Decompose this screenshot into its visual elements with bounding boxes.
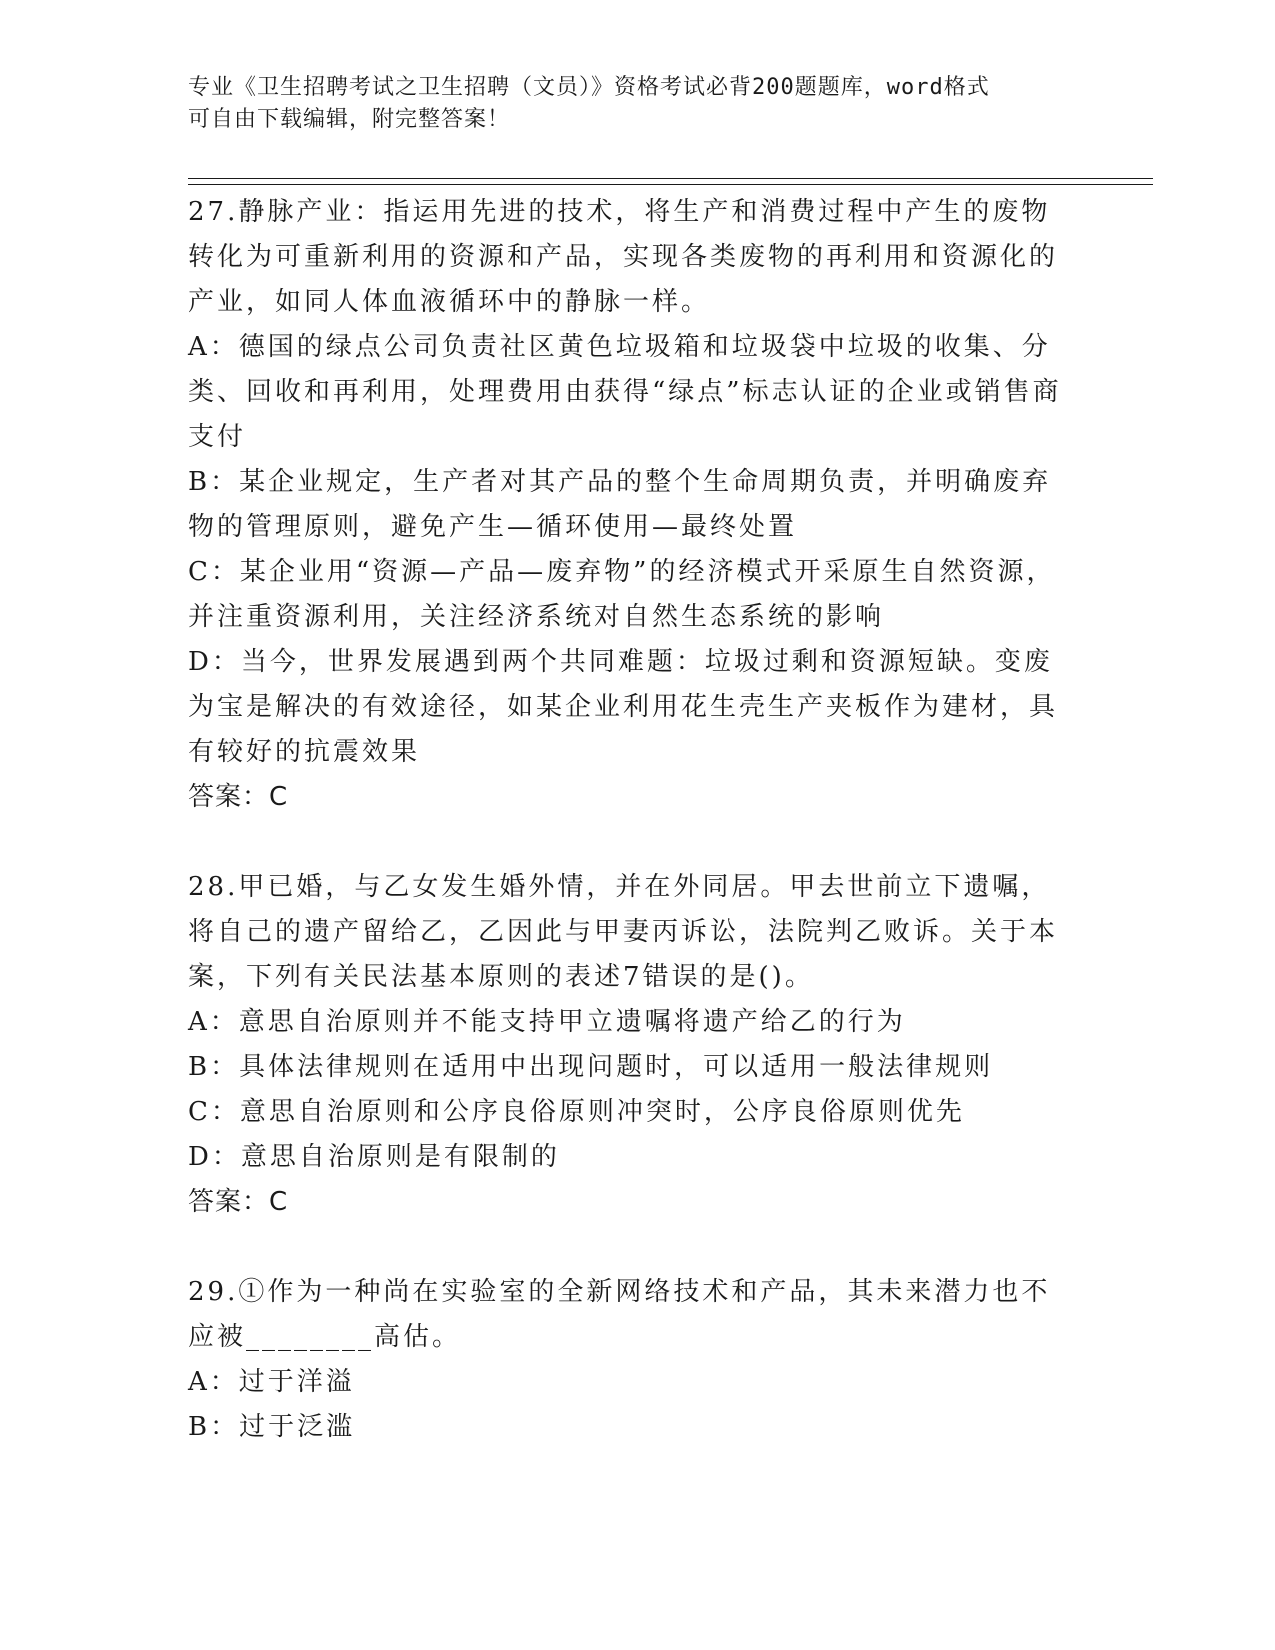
header-divider-bottom — [188, 184, 1153, 185]
option-a: A：过于洋溢 — [188, 1367, 355, 1397]
question-list — [188, 190, 1068, 1450]
answer: 答案：C — [188, 1187, 289, 1217]
header-divider-top — [188, 178, 1153, 179]
question-text: 28.甲已婚，与乙女发生婚外情，并在外同居。甲去世前立下遗嘱，将自己的遗产留给乙，乙因此与甲妻丙诉讼，法院判乙败诉。关于本案，下列有关民法基本原则的表述7错误的是()。 — [188, 872, 1059, 992]
option-d: D：当今，世界发展遇到两个共同难题：垃圾过剩和资源短缺。变废为宝是解决的有效途径，如某企业利用花生壳生产夹板作为建材，具有较好的抗震效果 — [188, 647, 1059, 767]
option-b: B：具体法律规则在适用中出现问题时，可以适用一般法律规则 — [188, 1052, 994, 1082]
document-header — [188, 72, 1068, 136]
question-text: 27.静脉产业：指运用先进的技术，将生产和消费过程中产生的废物转化为可重新利用的资源和产品，实现各类废物的再利用和资源化的产业，如同人体血液循环中的静脉一样。 — [188, 197, 1059, 317]
question-28 — [188, 865, 1068, 1225]
question-29 — [188, 1270, 1068, 1450]
question-text: 29.①作为一种尚在实验室的全新网络技术和产品，其未来潜力也不应被________高估。 — [188, 1277, 1051, 1352]
header-line-2: 可自由下载编辑，附完整答案！ — [188, 107, 511, 132]
option-a: A：德国的绿点公司负责社区黄色垃圾箱和垃圾袋中垃圾的收集、分类、回收和再利用，处理费用由获得“绿点”标志认证的企业或销售商支付 — [188, 332, 1062, 452]
header-line-1: 专业《卫生招聘考试之卫生招聘（文员）》资格考试必背200题题库，word格式 — [188, 75, 990, 100]
question-27 — [188, 190, 1068, 820]
option-b: B：过于泛滥 — [188, 1412, 356, 1442]
option-b: B：某企业规定，生产者对其产品的整个生命周期负责，并明确废弃物的管理原则，避免产生—循环使用—最终处置 — [188, 467, 1052, 542]
option-d: D：意思自治原则是有限制的 — [188, 1142, 560, 1172]
question-spacer — [188, 820, 1068, 865]
option-c: C：意思自治原则和公序良俗原则冲突时，公序良俗原则优先 — [188, 1097, 965, 1127]
option-a: A：意思自治原则并不能支持甲立遗嘱将遗产给乙的行为 — [188, 1007, 906, 1037]
answer: 答案：C — [188, 782, 289, 812]
question-spacer — [188, 1225, 1068, 1270]
option-c: C：某企业用“资源—产品—废弃物”的经济模式开采原生自然资源，并注重资源利用，关注经济系统对自然生态系统的影响 — [188, 557, 1056, 632]
